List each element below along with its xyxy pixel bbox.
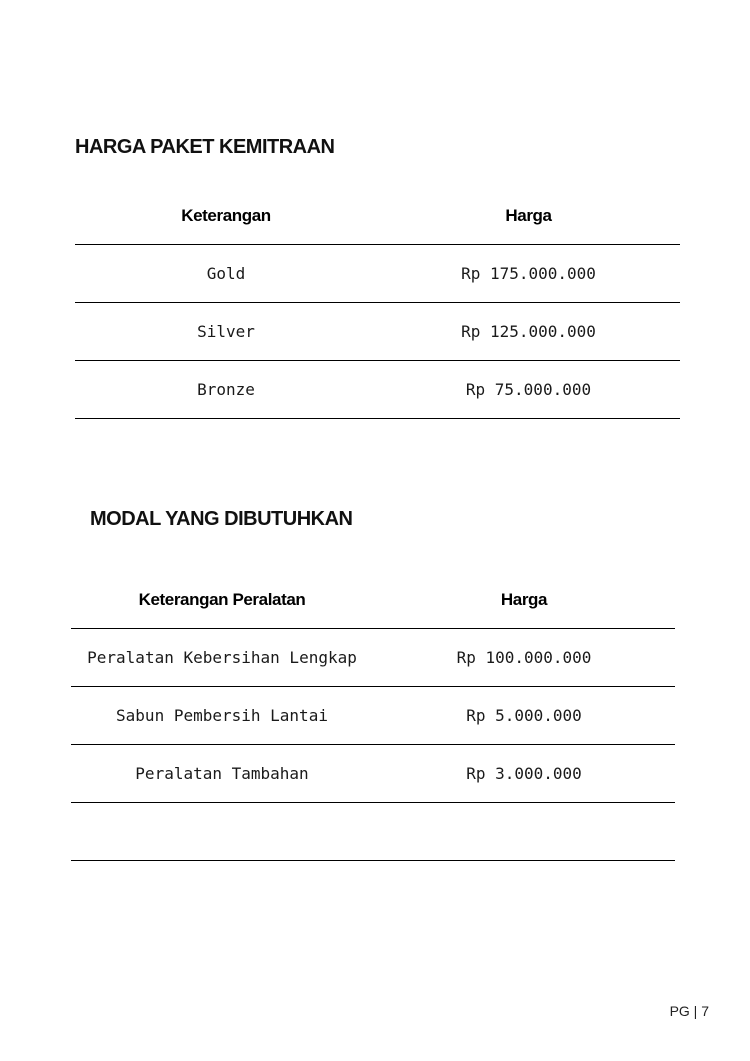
column-header-keterangan: Keterangan bbox=[75, 188, 377, 245]
cell-keterangan: Gold bbox=[75, 245, 377, 303]
table-row bbox=[71, 745, 675, 803]
cell-harga: Rp 3.000.000 bbox=[373, 745, 675, 803]
table-row bbox=[71, 687, 675, 745]
column-header-harga: Harga bbox=[373, 571, 675, 629]
table-row-empty bbox=[71, 803, 675, 861]
cell-harga: Rp 175.000.000 bbox=[377, 245, 680, 303]
cell-harga: Rp 5.000.000 bbox=[373, 687, 675, 745]
page-number: PG | 7 bbox=[669, 1003, 709, 1019]
section-title-modal: MODAL YANG DIBUTUHKAN bbox=[90, 508, 353, 530]
table-row bbox=[71, 629, 675, 687]
table-header-row bbox=[71, 571, 675, 629]
harga-paket-table bbox=[75, 188, 680, 419]
cell-harga: Rp 75.000.000 bbox=[377, 361, 680, 419]
cell-keterangan-peralatan: Peralatan Kebersihan Lengkap bbox=[71, 629, 373, 687]
cell-keterangan-peralatan: Sabun Pembersih Lantai bbox=[71, 687, 373, 745]
table-row bbox=[75, 303, 680, 361]
cell-keterangan: Bronze bbox=[75, 361, 377, 419]
cell-harga: Rp 100.000.000 bbox=[373, 629, 675, 687]
modal-table bbox=[71, 571, 675, 861]
table-header-row bbox=[75, 188, 680, 245]
cell-keterangan: Silver bbox=[75, 303, 377, 361]
cell-keterangan-peralatan: Peralatan Tambahan bbox=[71, 745, 373, 803]
section-title-harga-paket: HARGA PAKET KEMITRAAN bbox=[75, 136, 335, 158]
column-header-harga: Harga bbox=[377, 188, 680, 245]
cell-harga bbox=[373, 803, 675, 861]
table-row bbox=[75, 361, 680, 419]
cell-harga: Rp 125.000.000 bbox=[377, 303, 680, 361]
table-row bbox=[75, 245, 680, 303]
cell-keterangan-peralatan bbox=[71, 803, 373, 861]
column-header-keterangan-peralatan: Keterangan Peralatan bbox=[71, 571, 373, 629]
